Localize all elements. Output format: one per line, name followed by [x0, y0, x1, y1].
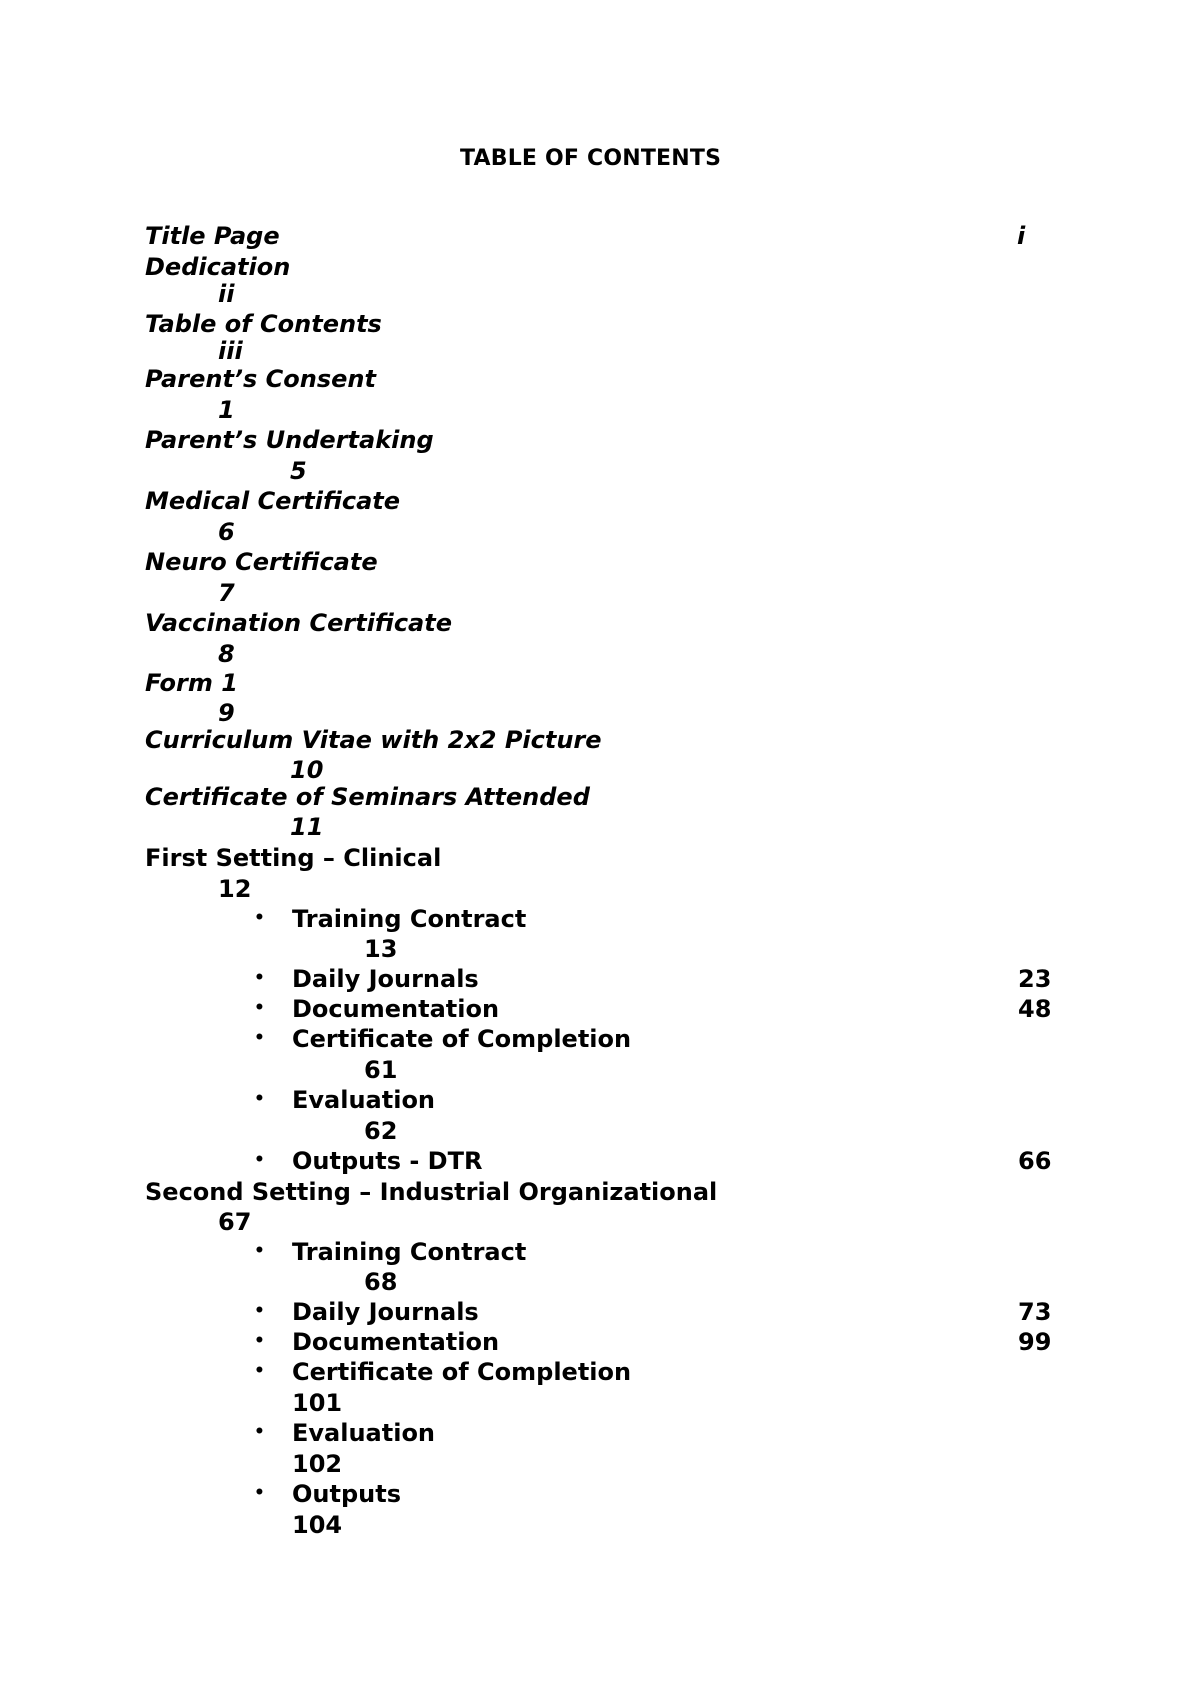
- toc-entry-label: Form 1: [145, 669, 238, 697]
- toc-subentry-label: Certificate of Completion: [292, 1025, 632, 1053]
- toc-subentry-page: 23: [1018, 965, 1052, 993]
- toc-entry-label: Parent’s Undertaking: [145, 426, 434, 454]
- toc-subentry-page: 73: [1018, 1298, 1052, 1326]
- toc-subentry-label: Certificate of Completion: [292, 1358, 632, 1386]
- page-title: TABLE OF CONTENTS: [460, 146, 722, 171]
- bullet-icon: •: [254, 1089, 265, 1109]
- toc-entry-label: Neuro Certificate: [145, 548, 378, 576]
- toc-entry-label: Parent’s Consent: [145, 365, 376, 393]
- section-heading: First Setting – Clinical: [145, 844, 442, 872]
- toc-subentry-label: Daily Journals: [292, 965, 479, 993]
- toc-subentry-label: Evaluation: [292, 1419, 436, 1447]
- toc-subentry-page: 104: [292, 1511, 343, 1539]
- toc-subentry-label: Evaluation: [292, 1086, 436, 1114]
- toc-entry-page: 8: [218, 640, 235, 668]
- toc-subentry-page: 99: [1018, 1328, 1052, 1356]
- section-page: 12: [218, 875, 252, 903]
- toc-entry-page: 10: [290, 756, 324, 784]
- toc-entry-label: Title Page: [145, 222, 280, 250]
- toc-subentry-label: Training Contract: [292, 905, 527, 933]
- toc-subentry-label: Outputs: [292, 1480, 401, 1508]
- toc-entry-label: Dedication: [145, 253, 291, 281]
- toc-subentry-page: 61: [364, 1056, 398, 1084]
- toc-subentry-label: Documentation: [292, 1328, 500, 1356]
- toc-entry-page: 11: [290, 813, 324, 841]
- toc-entry-label: Medical Certificate: [145, 487, 401, 515]
- toc-entry-label: Vaccination Certificate: [145, 609, 452, 637]
- bullet-icon: •: [254, 908, 265, 928]
- toc-entry-page: ii: [218, 280, 235, 308]
- bullet-icon: •: [254, 1301, 265, 1321]
- bullet-icon: •: [254, 1422, 265, 1442]
- bullet-icon: •: [254, 1241, 265, 1261]
- toc-subentry-page: 66: [1018, 1147, 1052, 1175]
- toc-entry-page: 6: [218, 518, 235, 546]
- toc-subentry-label: Training Contract: [292, 1238, 527, 1266]
- toc-entry-page: 1: [218, 396, 235, 424]
- bullet-icon: •: [254, 998, 265, 1018]
- toc-entry-page: 9: [218, 699, 235, 727]
- toc-subentry-label: Documentation: [292, 995, 500, 1023]
- bullet-icon: •: [254, 1150, 265, 1170]
- toc-entry-page: 7: [218, 579, 235, 607]
- toc-subentry-page: 68: [364, 1268, 398, 1296]
- toc-entry-label: Table of Contents: [145, 310, 382, 338]
- toc-entry-page: i: [1017, 222, 1026, 250]
- bullet-icon: •: [254, 1028, 265, 1048]
- toc-subentry-label: Daily Journals: [292, 1298, 479, 1326]
- toc-entry-label: Certificate of Seminars Attended: [145, 783, 590, 811]
- toc-subentry-page: 48: [1018, 995, 1052, 1023]
- toc-entry-page: 5: [290, 457, 307, 485]
- bullet-icon: •: [254, 1483, 265, 1503]
- toc-subentry-page: 102: [292, 1450, 343, 1478]
- toc-subentry-label: Outputs - DTR: [292, 1147, 483, 1175]
- bullet-icon: •: [254, 1361, 265, 1381]
- toc-entry-page: iii: [218, 337, 243, 365]
- toc-subentry-page: 101: [292, 1389, 343, 1417]
- toc-entry-label: Curriculum Vitae with 2x2 Picture: [145, 726, 602, 754]
- section-heading: Second Setting – Industrial Organizational: [145, 1178, 718, 1206]
- bullet-icon: •: [254, 1331, 265, 1351]
- toc-subentry-page: 62: [364, 1117, 398, 1145]
- toc-subentry-page: 13: [364, 935, 398, 963]
- bullet-icon: •: [254, 968, 265, 988]
- section-page: 67: [218, 1208, 252, 1236]
